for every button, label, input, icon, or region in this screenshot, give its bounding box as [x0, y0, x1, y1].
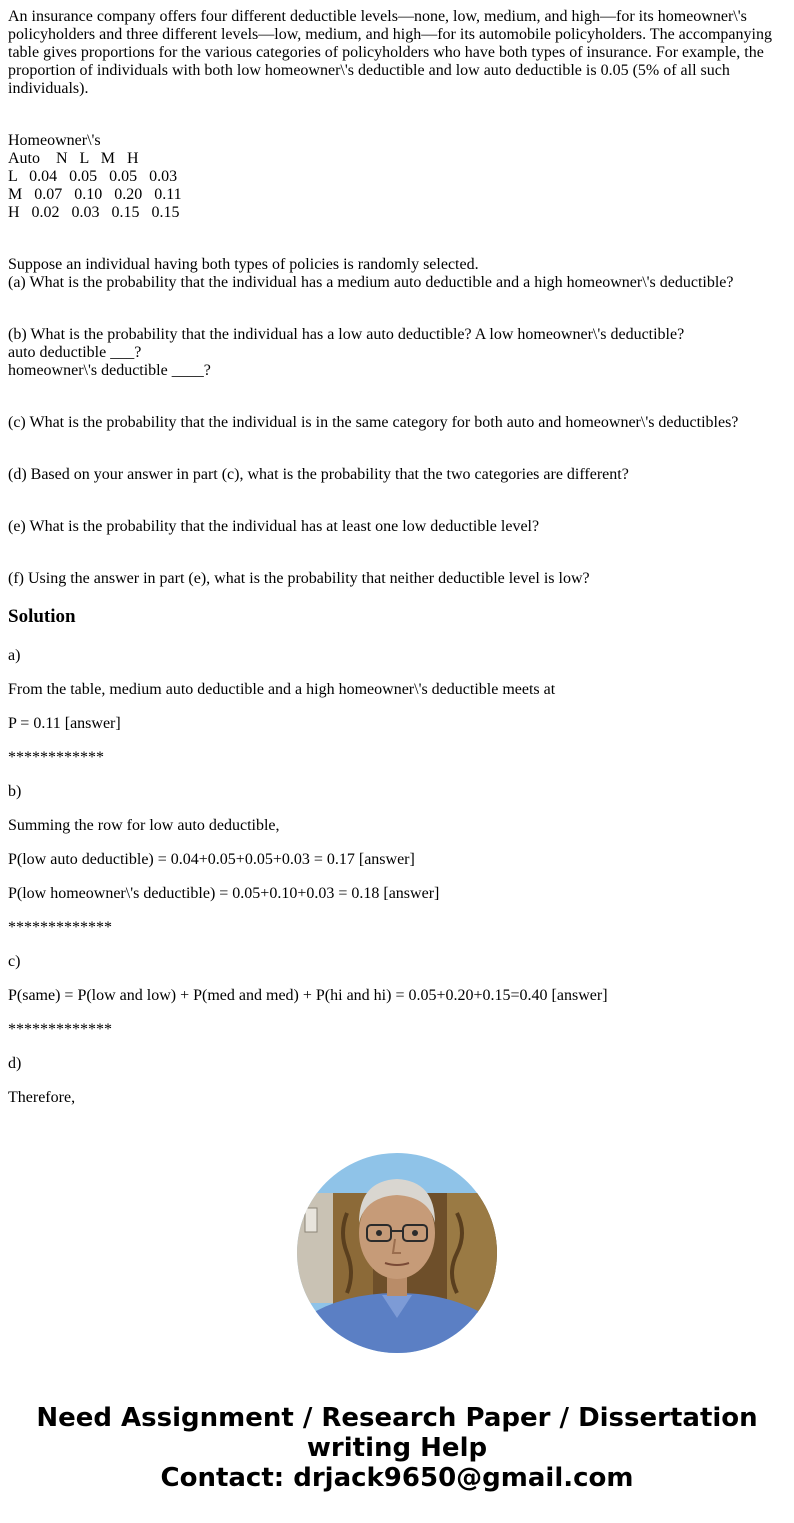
spacer [8, 292, 786, 326]
question-suppose: Suppose an individual having both types of policies is randomly selected. [8, 256, 479, 273]
solution-heading: Solution [8, 606, 76, 627]
solution-line: P(same) = P(low and low) + P(med and med) + P(hi and hi) = 0.05+0.20+0.15=0.40 [answer] [8, 987, 608, 1004]
solution-line: ************ [8, 749, 104, 766]
question-part-f: (f) Using the answer in part (e), what is the probability that neither deductible level is low? [8, 570, 590, 587]
question-part-b-auto: auto deductible ___? [8, 344, 142, 361]
spacer [8, 536, 786, 570]
solution-line: a) [8, 647, 21, 664]
question-block [8, 8, 786, 588]
solution-line: Therefore, [8, 1089, 76, 1106]
solution-line: P(low auto deductible) = 0.04+0.05+0.05+0.03 = 0.17 [answer] [8, 851, 415, 868]
spacer [8, 98, 786, 132]
question-part-e: (e) What is the probability that the individual has at least one low deductible level? [8, 518, 540, 535]
solution-line: d) [8, 1055, 22, 1072]
table-row-medium: M 0.07 0.10 0.20 0.11 [8, 186, 182, 203]
table-row-low: L 0.04 0.05 0.05 0.03 [8, 168, 178, 185]
table-caption: Homeowner\'s [8, 132, 101, 149]
solution-line: ************* [8, 1021, 112, 1038]
table-header-row: Auto N L M H [8, 150, 139, 167]
question-part-a: (a) What is the probability that the individual has a medium auto deductible and a high homeowner\'s deductible? [8, 274, 734, 291]
solution-line: Summing the row for low auto deductible, [8, 817, 280, 834]
spacer [8, 432, 786, 466]
solution-line: c) [8, 953, 21, 970]
author-portrait-image [297, 1153, 497, 1353]
question-part-c: (c) What is the probability that the individual is in the same category for both auto and homeowner\'s deductibles? [8, 414, 739, 431]
spacer [8, 380, 786, 414]
question-part-b-home: homeowner\'s deductible ____? [8, 362, 211, 379]
footer-line-2: writing Help [306, 1433, 488, 1463]
solution-line: b) [8, 783, 22, 800]
spacer [8, 222, 786, 256]
footer-line-1: Need Assignment / Research Paper / Dissertation [36, 1403, 758, 1433]
question-part-d: (d) Based on your answer in part (c), what is the probability that the two categories are different? [8, 466, 629, 483]
question-intro: An insurance company offers four different deductible levels—none, low, medium, and high—for its homeowner\'s policyholders and three different levels—low, medium, and high—for its automobile policyholders. The accompanying table gives proportions for the various categories of policyholders who have both types of insurance. For example, the proportion of individuals with both low homeowner\'s deductible and low auto deductible is 0.05 (5% of all such individuals). [8, 8, 772, 97]
footer-contact: Contact: drjack9650@gmail.com [160, 1463, 634, 1493]
spacer [8, 484, 786, 518]
footer-promo [0, 1403, 794, 1493]
table-row-high: H 0.02 0.03 0.15 0.15 [8, 204, 180, 221]
solution-line: P(low homeowner\'s deductible) = 0.05+0.10+0.03 = 0.18 [answer] [8, 885, 440, 902]
question-part-b: (b) What is the probability that the individual has a low auto deductible? A low homeowner\'s deductible? [8, 326, 685, 343]
solution-line: ************* [8, 919, 112, 936]
author-avatar [297, 1153, 497, 1353]
solution-block [8, 606, 786, 1106]
solution-line: P = 0.11 [answer] [8, 715, 121, 732]
solution-line: From the table, medium auto deductible and a high homeowner\'s deductible meets at [8, 681, 556, 698]
